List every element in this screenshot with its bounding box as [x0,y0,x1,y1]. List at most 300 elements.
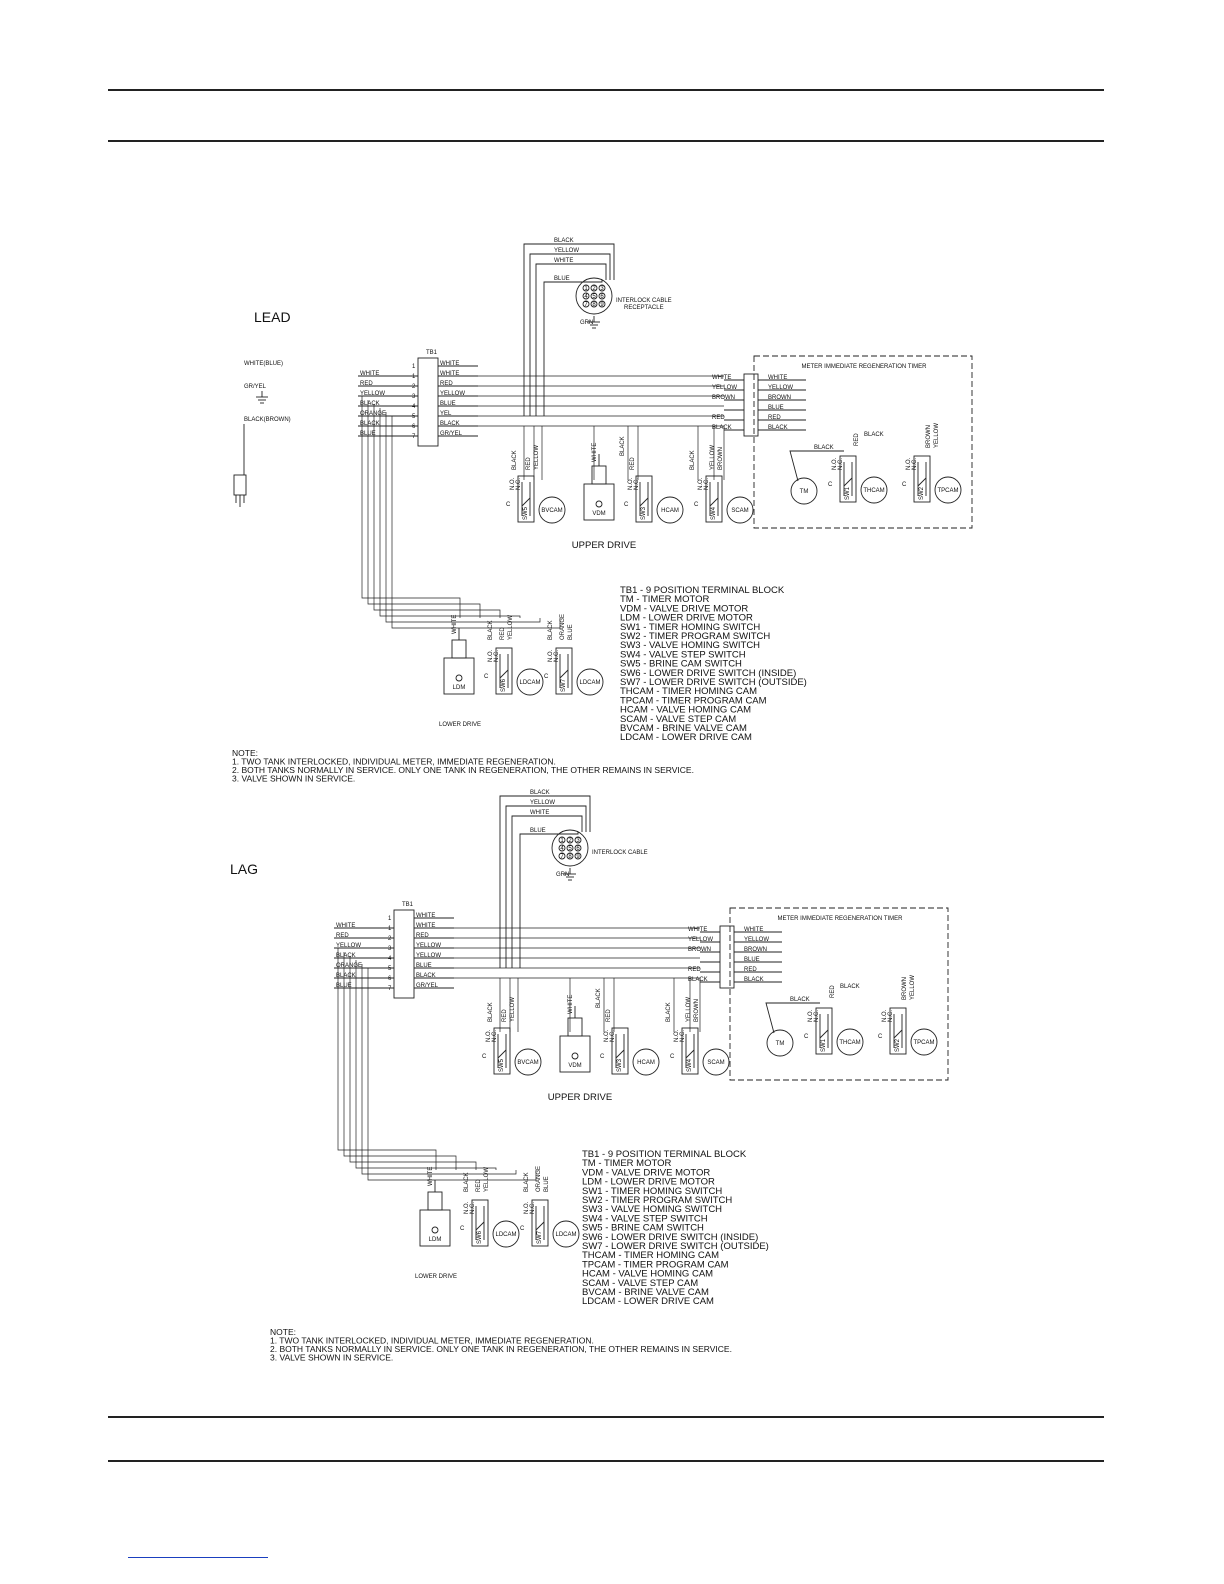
terminal-number: 2 [412,384,416,390]
nc-contact-label: N.C. [516,478,522,490]
no-contact-label: N.O. [488,649,494,662]
terminal-left-label: BLACK [360,421,380,427]
cam-label: HCAM [661,508,679,514]
pin-number: 5 [592,294,596,300]
wire-label: BLACK [690,450,696,470]
connector-wire-label: BLUE [530,828,546,834]
legend-item: SW6 - LOWER DRIVE SWITCH (INSIDE) [620,667,797,679]
nc-contact-label: N.C. [680,1030,686,1042]
common-contact-label: C [460,1226,465,1232]
timer-title: METER IMMEDIATE REGENERATION TIMER [777,916,903,922]
cam-label: LDCAM [519,680,541,686]
wire [356,960,496,1170]
timer-left-label: RED [712,415,725,421]
common-contact-label: C [484,674,489,680]
cam-label: LDCAM [555,1232,577,1238]
legend-item: SW4 - VALVE STEP SWITCH [620,649,746,661]
switch-label: SW6 [501,678,507,692]
no-contact-label: N.O. [832,457,838,470]
terminal-left-label: ORANGE [336,963,363,969]
terminal-number: 6 [388,976,392,982]
common-contact-label: C [828,482,833,488]
switch-label: SW3 [641,506,647,520]
legend-item: LDCAM - LOWER DRIVE CAM [582,1296,714,1308]
terminal-right-label: WHITE [440,371,460,377]
wire [616,1050,624,1058]
legend-item: LDM - LOWER DRIVE MOTOR [582,1176,715,1188]
no-contact-label: N.O. [882,1009,888,1022]
terminal-left-label: WHITE [336,923,356,929]
legend-item: THCAM - TIMER HOMING CAM [582,1250,720,1262]
panel-title: LEAD [254,309,291,325]
wire [500,670,508,678]
terminal-number: 2 [388,936,392,942]
wire [498,1050,506,1058]
terminal-right-label: YELLOW [416,943,442,949]
wire [536,1222,544,1230]
cord-label: GR/YEL [244,384,267,390]
wire-label: YELLOW [910,974,916,1000]
terminal-number: 7 [388,986,392,992]
connector-wire-label: BLACK [530,790,550,796]
lower-drive-motor [420,1180,450,1246]
wire [918,478,926,486]
timer-left-label: RED [688,967,701,973]
cam-label: TPCAM [937,488,959,494]
wire-label: BLACK [864,432,884,438]
terminal-right-label: BLUE [440,401,456,407]
wire [344,952,456,1170]
nc-contact-label: N.C. [912,458,918,470]
wire-label: BLUE [544,1176,550,1192]
nc-contact-label: N.C. [610,1030,616,1042]
connector-wire-label: WHITE [554,258,574,264]
legend-item: SCAM - VALVE STEP CAM [620,713,737,725]
nc-contact-label: N.C. [470,1202,476,1214]
switch-label: SW1 [821,1038,827,1052]
legend-item: SW4 - VALVE STEP SWITCH [582,1213,708,1225]
switch-label: SW5 [499,1058,505,1072]
pin-number: 8 [592,302,596,308]
motor-indicator [432,1227,438,1233]
switch-sw7 [520,1200,579,1247]
note-item: 3. VALVE SHOWN IN SERVICE. [270,1352,394,1363]
nc-contact-label: N.C. [530,1202,536,1214]
wire-label: RED [502,1009,508,1022]
pin-number: 3 [600,286,604,292]
wire-label: BLACK [840,984,860,990]
legend-item: TB1 - 9 POSITION TERMINAL BLOCK [620,585,785,596]
wire [380,408,520,618]
timer-motor-label: TM [775,1041,785,1047]
motor-indicator [456,675,462,681]
receptacle-label: RECEPTACLE [624,305,664,311]
power-plug [234,475,246,495]
timer-left-label: WHITE [688,927,708,933]
cam-label: THCAM [839,1040,861,1046]
wire-label: BLACK [790,997,810,1003]
switch-label: SW5 [523,506,529,520]
pin-number: 4 [584,294,588,300]
pin-number: 6 [600,294,604,300]
cam-label: THCAM [863,488,885,494]
terminal-right-label: GR/YEL [416,983,439,989]
no-contact-label: N.O. [698,477,704,490]
timer-title: METER IMMEDIATE REGENERATION TIMER [801,364,927,370]
note-item: 2. BOTH TANKS NORMALLY IN SERVICE. ONLY ONE TANK IN REGENERATION, THE OTHER REMAINS IN SERVICE. [232,765,694,775]
pin-number: 5 [568,846,572,852]
motor-label: VDM [568,1063,582,1069]
timer-right-label: WHITE [744,927,764,933]
terminal-right-label: WHITE [416,923,436,929]
pin-number: 9 [600,302,604,308]
terminal-block [418,358,438,446]
terminal-left-label: RED [360,381,373,387]
pin-number: 7 [560,854,564,860]
switch-sw1 [828,456,887,503]
legend-item: VDM - VALVE DRIVE MOTOR [620,603,749,615]
wire-label: WHITE [592,442,598,462]
no-contact-label: N.O. [808,1009,814,1022]
wire-label: RED [500,627,506,640]
legend-item: TB1 - 9 POSITION TERMINAL BLOCK [582,1149,747,1160]
wire-label: YELLOW [510,996,516,1022]
no-contact-label: N.O. [486,1029,492,1042]
tb1-label: TB1 [402,902,414,908]
legend-item: SW7 - LOWER DRIVE SWITCH (OUTSIDE) [620,677,807,688]
receptacle-label: INTERLOCK CABLE [616,298,672,304]
terminal-left-label: RED [336,933,349,939]
nc-contact-label: N.C. [704,478,710,490]
terminal-number: 4 [412,404,416,410]
lower-drive-label: LOWER DRIVE [414,1274,458,1280]
note-heading: NOTE: [270,1327,296,1337]
wire-label: WHITE [568,994,574,1014]
legend-item: VDM - VALVE DRIVE MOTOR [582,1167,711,1179]
terminal-right-label: BLUE [416,963,432,969]
ground-label: GRN [580,320,594,326]
wire-label: YELLOW [934,422,940,448]
timer-left-label: YELLOW [688,937,714,943]
cam-label: LDCAM [495,1232,517,1238]
common-contact-label: C [878,1034,883,1040]
terminal-left-label: BLUE [360,431,376,437]
common-contact-label: C [506,502,511,508]
terminal-number: 5 [412,414,416,420]
timer-left-label: WHITE [712,375,732,381]
pin-number: 1 [584,286,588,292]
wire-label: YELLOW [710,444,716,470]
lower-drive-label: LOWER DRIVE [438,722,482,728]
switch-sw5 [482,1028,541,1075]
timer-right-label: BROWN [768,395,791,401]
motor-shaft [428,1192,442,1210]
timer-right-label: BLACK [768,425,788,431]
legend-item: BVCAM - BRINE VALVE CAM [582,1287,709,1298]
terminal-left-label: BLACK [336,953,356,959]
terminal-right-label: YEL [440,411,452,417]
terminal-number: 6 [412,424,416,430]
nc-contact-label: N.C. [554,650,560,662]
legend-item: TPCAM - TIMER PROGRAM CAM [620,695,767,707]
motor-label: LDM [452,685,466,691]
switch-sw5 [506,476,565,523]
wire [362,964,516,1174]
wire-label: BLACK [524,1172,530,1192]
nc-contact-label: N.C. [814,1010,820,1022]
wire-label: BLACK [620,436,626,456]
timer-right-label: YELLOW [768,385,794,391]
terminal-left-label: BLACK [336,973,356,979]
terminal-left-label: BLUE [336,983,352,989]
timer-terminal-strip [744,374,758,436]
legend-item: TM - TIMER MOTOR [582,1158,672,1170]
pin-number: 8 [568,854,572,860]
wire-label: YELLOW [508,614,514,640]
no-contact-label: N.O. [674,1029,680,1042]
note-item: 1. TWO TANK INTERLOCKED, INDIVIDUAL METER, IMMEDIATE REGENERATION. [232,756,556,767]
cam-label: TPCAM [913,1040,935,1046]
switch-sw2 [878,1008,937,1055]
terminal-number: 5 [388,966,392,972]
switch-sw2 [902,456,961,503]
wire-label: RED [630,457,636,470]
wire [686,1050,694,1058]
wire-label: RED [606,1009,612,1022]
legend-item: SW7 - LOWER DRIVE SWITCH (OUTSIDE) [582,1241,769,1252]
switch-label: SW2 [895,1038,901,1052]
connector-wire-label: BLACK [554,238,574,244]
legend-item: SW2 - TIMER PROGRAM SWITCH [620,631,771,642]
legend-item: THCAM - TIMER HOMING CAM [620,686,758,698]
wire-label: ORANGE [560,613,566,640]
switch-sw6 [460,1200,519,1247]
pin-number: 1 [560,838,564,844]
timer-right-label: YELLOW [744,937,770,943]
note-item: 3. VALVE SHOWN IN SERVICE. [232,773,356,784]
legend-item: HCAM - VALVE HOMING CAM [582,1268,714,1280]
cam-label: HCAM [637,1060,655,1066]
timer-left-label: BLACK [712,425,732,431]
wire [524,244,614,416]
switch-sw3 [624,476,683,523]
wire-label: YELLOW [534,444,540,470]
timer-left-label: YELLOW [712,385,738,391]
wire-label: RED [830,985,836,998]
switch-sw4 [670,1028,729,1075]
terminal-number: 1 [412,364,416,370]
tb1-label: TB1 [426,350,438,356]
terminal-right-label: YELLOW [416,953,442,959]
nc-contact-label: N.C. [888,1010,894,1022]
no-contact-label: N.O. [510,477,516,490]
wire [844,478,852,486]
motor-indicator [572,1053,578,1059]
connector-wire-label: WHITE [530,810,550,816]
switch-label: SW1 [845,486,851,500]
motor-indicator [596,501,602,507]
terminal-right-label: YELLOW [440,391,466,397]
lag-wiring-diagram [230,790,948,1363]
terminal-left-label: YELLOW [336,943,362,949]
no-contact-label: N.O. [548,649,554,662]
lead-wiring-diagram [232,238,972,784]
common-contact-label: C [624,502,629,508]
wire [560,670,568,678]
switch-label: SW7 [561,678,567,692]
terminal-right-label: WHITE [416,913,436,919]
terminal-right-label: GR/YEL [440,431,463,437]
wire [368,400,480,618]
switch-sw3 [600,1028,659,1075]
legend-item: SCAM - VALVE STEP CAM [582,1277,699,1289]
wire-label: BROWN [926,425,932,448]
terminal-number: 4 [388,956,392,962]
nc-contact-label: N.C. [634,478,640,490]
wire-label: WHITE [428,1166,434,1186]
wire-label: BLACK [488,620,494,640]
note-heading: NOTE: [232,748,258,758]
timer-right-label: BLUE [744,957,760,963]
wire-label: YELLOW [686,996,692,1022]
common-contact-label: C [804,1034,809,1040]
timer-right-label: WHITE [768,375,788,381]
no-contact-label: N.O. [524,1201,530,1214]
no-contact-label: N.O. [464,1201,470,1214]
timer-right-label: BLUE [768,405,784,411]
wire-label: BLACK [596,988,602,1008]
upper-drive-label: UPPER DRIVE [547,1092,613,1103]
terminal-left-label: ORANGE [360,411,387,417]
wire-label: BLUE [568,624,574,640]
legend-item: HCAM - VALVE HOMING CAM [620,704,752,716]
legend-item: LDCAM - LOWER DRIVE CAM [620,732,752,744]
motor-shaft [452,640,466,658]
timer-left-label: BROWN [688,947,711,953]
terminal-left-label: BLACK [360,401,380,407]
wire [500,796,590,968]
legend-item: SW6 - LOWER DRIVE SWITCH (INSIDE) [582,1231,759,1243]
receptacle-label: INTERLOCK CABLE [592,850,648,856]
wire [710,498,718,506]
legend-item: BVCAM - BRINE VALVE CAM [620,723,747,734]
wire [894,1030,902,1038]
legend-item: TM - TIMER MOTOR [620,594,710,606]
connector-wire-label: YELLOW [554,248,580,254]
terminal-right-label: BLACK [440,421,460,427]
lower-drive-motor [444,628,474,694]
no-contact-label: N.O. [906,457,912,470]
pin-number: 2 [592,286,596,292]
cam-label: BVCAM [517,1060,539,1066]
legend-item: SW1 - TIMER HOMING SWITCH [582,1185,723,1197]
upper-drive-label: UPPER DRIVE [571,540,637,551]
wire [476,1222,484,1230]
switch-sw4 [694,476,753,523]
nc-contact-label: N.C. [838,458,844,470]
timer-terminal-strip [720,926,734,988]
wire [640,498,648,506]
timer-left-label: BLACK [688,977,708,983]
connector-wire-label: BLUE [554,276,570,282]
terminal-number: 1 [388,916,392,922]
switch-label: SW2 [919,486,925,500]
wire-label: BROWN [694,999,700,1022]
wire-label: BLACK [464,1172,470,1192]
cam-label: BVCAM [541,508,563,514]
legend-item: SW5 - BRINE CAM SWITCH [582,1222,704,1234]
wire-label: YELLOW [484,1166,490,1192]
note-item: 2. BOTH TANKS NORMALLY IN SERVICE. ONLY ONE TANK IN REGENERATION, THE OTHER REMAINS IN SERVICE. [270,1344,732,1354]
terminal-right-label: WHITE [440,361,460,367]
terminal-left-label: WHITE [360,371,380,377]
note-item: 1. TWO TANK INTERLOCKED, INDIVIDUAL METER, IMMEDIATE REGENERATION. [270,1335,594,1346]
switch-sw6 [484,648,543,695]
legend-item: SW3 - VALVE HOMING SWITCH [620,640,761,652]
common-contact-label: C [482,1054,487,1060]
legend-item: SW3 - VALVE HOMING SWITCH [582,1204,723,1216]
timer-right-label: BLACK [744,977,764,983]
terminal-number: 3 [412,394,416,400]
cord-label: WHITE(BLUE) [244,361,283,367]
switch-label: SW4 [687,1058,693,1072]
wire-label: WHITE [452,614,458,634]
terminal-number: 7 [412,434,416,440]
terminal-right-label: RED [440,381,453,387]
wire-label: BLACK [548,620,554,640]
pin-number: 6 [576,846,580,852]
timer-right-label: BROWN [744,947,767,953]
cam-label: SCAM [707,1060,725,1066]
terminal-number: 1 [388,926,392,932]
panel-title: LAG [230,861,259,877]
terminal-block [394,910,414,998]
cam-label: LDCAM [579,680,601,686]
legend-item: SW1 - TIMER HOMING SWITCH [620,621,761,633]
legend-item: LDM - LOWER DRIVE MOTOR [620,612,753,624]
wire-label: ORANGE [536,1165,542,1192]
switch-label: SW6 [477,1230,483,1244]
no-contact-label: N.O. [604,1029,610,1042]
wire-label: BLACK [488,1002,494,1022]
terminal-number: 3 [388,946,392,952]
terminal-left-label: YELLOW [360,391,386,397]
terminal-right-label: RED [416,933,429,939]
motor-label: VDM [592,511,606,517]
timer-motor-label: TM [799,489,809,495]
wire-label: RED [526,457,532,470]
terminal-right-label: BLACK [416,973,436,979]
switch-sw1 [804,1008,863,1055]
motor-label: LDM [428,1237,442,1243]
wire-label: BLACK [666,1002,672,1022]
wire [362,396,460,618]
pin-number: 4 [560,846,564,852]
pin-number: 3 [576,838,580,844]
common-contact-label: C [544,674,549,680]
wire-label: BROWN [718,447,724,470]
legend-item: SW5 - BRINE CAM SWITCH [620,658,742,670]
wire-label: BLACK [814,445,834,451]
switch-label: SW7 [537,1230,543,1244]
wire [820,1030,828,1038]
pin-number: 9 [576,854,580,860]
valve-drive-motor [560,1006,590,1072]
wire-label: RED [854,433,860,446]
legend-item: TPCAM - TIMER PROGRAM CAM [582,1259,729,1271]
nc-contact-label: N.C. [494,650,500,662]
common-contact-label: C [520,1226,525,1232]
